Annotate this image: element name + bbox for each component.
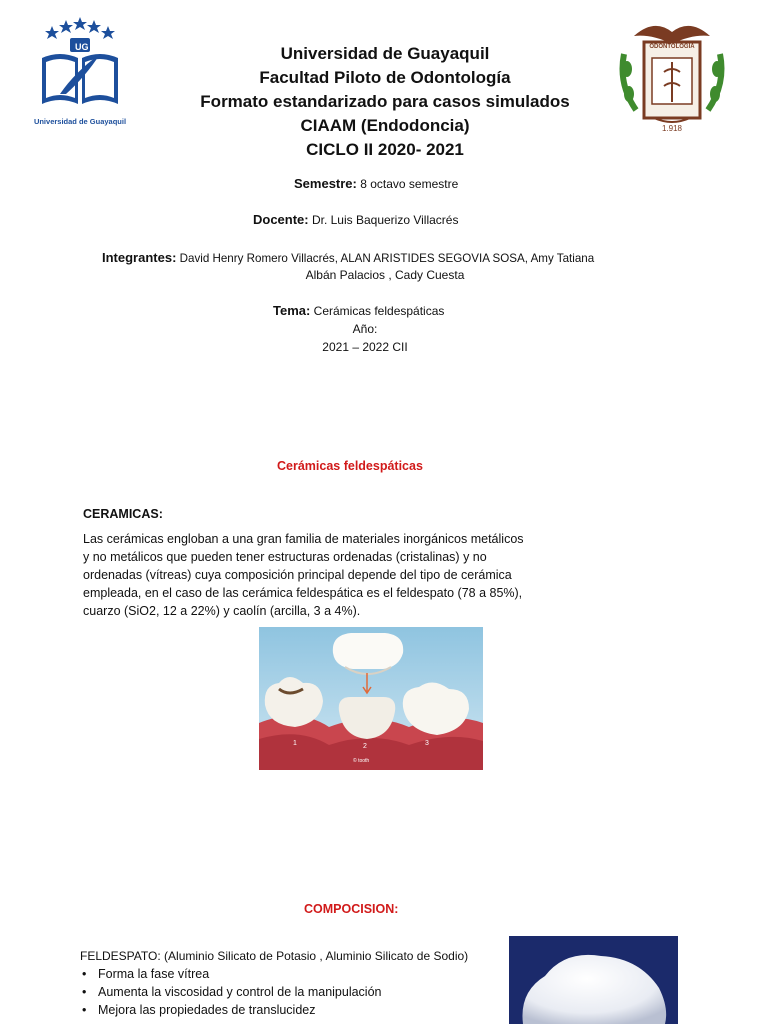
figure-label-1: 1 [293, 740, 297, 747]
semestre-label: Semestre: [294, 176, 357, 191]
ug-book-icon [30, 14, 130, 110]
emblem-year-text: 1.918 [661, 124, 683, 133]
title-line-4: CIAAM (Endodoncia) [300, 116, 470, 135]
paragraph-line: empleada, en el caso de las cerámica feldespática es el feldespato (78 a 85%), [83, 586, 523, 600]
integrantes-label: Integrantes: [102, 250, 177, 265]
figure-label-2: 2 [363, 743, 367, 750]
feldspar-mineral-image [509, 936, 678, 1024]
svg-text:UG: UG [75, 42, 89, 52]
docente-label: Docente: [253, 212, 309, 227]
list-item: • Forma la fase vítrea [98, 965, 382, 983]
paragraph-line: y no metálicos que pueden tener estructuras ordenadas (cristalinas) y no [83, 550, 487, 564]
list-item: • Aumenta la viscosidad y control de la manipulación [98, 983, 382, 1001]
teeth-crown-image [259, 627, 483, 770]
ceramicas-subheading: CERAMICAS: [83, 507, 163, 521]
title-line-3: Formato estandarizado para casos simulados [200, 92, 570, 111]
tema-label: Tema: [273, 303, 311, 318]
anio-value: 2021 – 2022 CII [322, 340, 408, 354]
ceramicas-paragraph [83, 530, 553, 620]
integrantes-value: David Henry Romero Villacrés, ALAN ARISTIDES SEGOVIA SOSA, Amy Tatiana [176, 252, 595, 265]
list-item: • Mejora las propiedades de translucidez [98, 1001, 382, 1019]
anio-label: Año: [352, 322, 378, 336]
title-line-1: Universidad de Guayaquil [280, 44, 490, 63]
docente-line [253, 212, 458, 227]
mineral-rock-icon [509, 936, 678, 1024]
paragraph-line: Las cerámicas engloban a una gran familia de materiales inorgánicos metálicos [83, 532, 524, 546]
tema-line [273, 303, 444, 318]
integrantes-line-2: Albán Palacios , Cady Cuesta [305, 268, 465, 282]
ug-logo [30, 14, 130, 126]
emblem-top-text: ODONTOLOGIA [649, 44, 695, 50]
document-title [150, 42, 620, 162]
paragraph-line: ordenadas (vítreas) cuya composición principal depende del tipo de cerámica [83, 568, 512, 582]
odontologia-emblem [614, 14, 730, 136]
paragraph-line: cuarzo (SiO2, 12 a 22%) y caolín (arcilla, 3 a 4%). [83, 604, 361, 618]
figure-caption: © tooth [353, 758, 370, 764]
title-line-5: CICLO II 2020- 2021 [306, 140, 464, 159]
feldespato-line: FELDESPATO: (Aluminio Silicato de Potasio , Aluminio Silicato de Sodio) [80, 949, 469, 963]
integrantes-line [102, 250, 594, 265]
ug-logo-text: Universidad de Guayaquil [33, 117, 127, 126]
title-line-2: Facultad Piloto de Odontología [259, 68, 511, 87]
feldespato-bullet-list [80, 965, 382, 1019]
docente-value: Dr. Luis Baquerizo Villacrés [308, 213, 459, 227]
semestre-line [294, 176, 458, 191]
figure-label-3: 3 [425, 740, 429, 747]
ceramic-crown-illustration [259, 627, 483, 770]
eagle-shield-icon [614, 14, 730, 136]
tema-value: Cerámicas feldespáticas [310, 304, 445, 318]
section-heading-composicion: COMPOCISION: [304, 902, 399, 916]
section-heading-ceramicas: Cerámicas feldespáticas [277, 459, 423, 473]
semestre-value: 8 octavo semestre [356, 177, 459, 191]
